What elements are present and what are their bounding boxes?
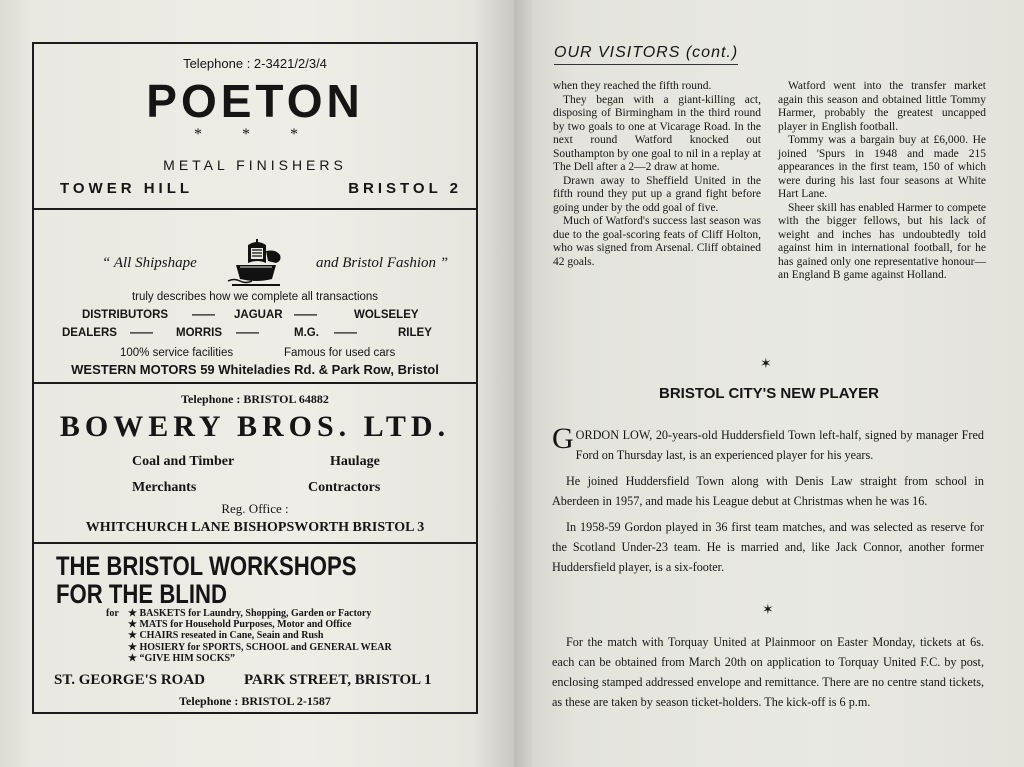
poeton-address xyxy=(34,180,476,200)
section-star: ✶ xyxy=(762,603,774,618)
wm-row2-dash3: —— xyxy=(334,327,357,339)
paragraph: For the match with Torquay United at Plainmoor on Easter Monday, tickets at 6s. each can be obtained from March 20th on application to Torquay United F.C. by post, enclosing stamped addressed envelope and remittance. There are no centre stand tickets, as these are taken by season ticket-holders. The kick-off is 6 p.m. xyxy=(552,635,984,709)
wm-used-cars: Famous for used cars xyxy=(284,347,396,359)
list-item: ★ HOSIERY for SPORTS, SCHOOL and GENERAL WEAR xyxy=(128,641,392,653)
poeton-address-right: BRISTOL 2 xyxy=(348,180,462,197)
western-motors-description: truly describes how we complete all transactions xyxy=(131,291,379,303)
wm-row2-dash2: —— xyxy=(236,327,259,339)
wm-row2-riley: RILEY xyxy=(398,327,432,339)
column-right xyxy=(778,80,986,283)
wm-service-facilities: 100% service facilities xyxy=(120,347,234,359)
western-motors-address: WESTERN MOTORS 59 Whiteladies Rd. & Park Row, Bristol xyxy=(71,362,439,377)
blind-for-label: for xyxy=(106,608,119,619)
wm-row1-distributors: DISTRIBUTORS xyxy=(82,309,169,321)
drop-cap: G xyxy=(552,422,574,455)
bowery-contractors: Contractors xyxy=(308,480,381,495)
list-item: ★ MATS for Household Purposes, Motor and Office xyxy=(128,619,352,631)
paragraph: when they reached the fifth round. xyxy=(553,80,712,92)
poeton-telephone: Telephone : 2-3421/2/3/4 xyxy=(183,56,327,71)
bowery-name: BOWERY BROS. LTD. xyxy=(59,410,451,443)
blind-title-line1: THE BRISTOL WORKSHOPS xyxy=(56,551,357,581)
section-star: ✶ xyxy=(760,357,772,372)
wm-row1-dash2: —— xyxy=(294,309,317,321)
paragraph: He joined Huddersfield Town along with Denis Law straight from school in Aberdeen in 1957, and made his League debut at Christmas when he was 16. xyxy=(552,474,984,508)
paragraph xyxy=(552,422,984,465)
poeton-stars: * * * xyxy=(194,126,316,143)
bowery-haulage: Haulage xyxy=(330,454,380,469)
paragraph: Watford went into the transfer market again this season and obtained little Tommy Harmer, probably the greatest uncapped player in English football. xyxy=(778,80,986,133)
article-body xyxy=(552,422,984,583)
wm-row1-wolseley: WOLSELEY xyxy=(354,309,419,321)
slogan-left: “ All Shipshape xyxy=(102,255,197,271)
blind-address-left: ST. GEORGE'S ROAD xyxy=(54,672,206,688)
wm-row1-jaguar: JAGUAR xyxy=(234,309,283,321)
right-page xyxy=(514,0,1024,767)
list-item: ★ “GIVE HIM SOCKS” xyxy=(128,652,236,664)
bowery-merchants: Merchants xyxy=(132,480,197,495)
wm-row2-dealers: DEALERS xyxy=(62,327,117,339)
ship-logo-icon xyxy=(226,237,286,289)
blind-products-list xyxy=(106,608,392,664)
poeton-address-left: TOWER HILL xyxy=(60,180,194,197)
paragraph: Sheer skill has enabled Harmer to compete with the bigger fellows, but his lack of weight and inches has undoubtedly told against him in international football, for he has gained only one representative honour—an England B game against Holland. xyxy=(778,201,986,281)
divider xyxy=(34,542,476,544)
bowery-telephone: Telephone : BRISTOL 64882 xyxy=(181,392,329,406)
divider xyxy=(34,382,476,384)
bowery-reg-office: Reg. Office : xyxy=(221,501,289,516)
bowery-address: WHITCHURCH LANE BISHOPSWORTH BRISTOL 3 xyxy=(85,520,425,535)
paragraph: Drawn away to Sheffield United in the fifth round they put up a grand fight before going under by the odd goal of five. xyxy=(553,174,761,214)
blind-telephone: Telephone : BRISTOL 2-1587 xyxy=(179,694,331,708)
article-heading: BRISTOL CITY'S NEW PLAYER xyxy=(659,385,879,402)
blind-address xyxy=(34,672,476,690)
bowery-coal-timber: Coal and Timber xyxy=(132,454,235,469)
slogan-right: and Bristol Fashion ” xyxy=(316,255,449,271)
wm-row2-mg: M.G. xyxy=(294,327,319,339)
column-left xyxy=(553,80,761,269)
wm-row2-dash1: —— xyxy=(130,327,153,339)
list-item: ★ BASKETS for Laundry, Shopping, Garden or Factory xyxy=(128,608,372,619)
paragraph: In 1958-59 Gordon played in 36 first team matches, and was selected as reserve for the Scotland Under-23 team. He is married and, like Jack Connor, another former Huddersfield player, is a six-footer. xyxy=(552,520,984,574)
ticket-notice xyxy=(552,632,984,718)
western-motors-slogan xyxy=(34,237,476,289)
paragraph: They began with a giant-killing act, disposing of Birmingham in the third round by two goals to one at Vicarage Road. In the next round Watford knocked out Southampton by one goal to nil in a replay at The Dell after a 2—2 draw at home. xyxy=(553,93,761,173)
paragraph: Tommy was a bargain buy at £6,000. He joined 'Spurs in 1948 and made 215 appearances in the first team, 150 of which were during his last four seasons at White Hart Lane. xyxy=(778,134,986,200)
paragraph-text: ORDON LOW, 20-years-old Huddersfield Town left-half, signed by manager Fred Ford on Thursday last, is an experienced player for his years. xyxy=(575,428,984,462)
blind-title-line2: FOR THE BLIND xyxy=(56,579,227,609)
blind-address-right: PARK STREET, BRISTOL 1 xyxy=(244,672,432,688)
page-header: OUR VISITORS (cont.) xyxy=(554,44,738,65)
wm-row2-morris: MORRIS xyxy=(176,327,222,339)
divider xyxy=(34,208,476,210)
list-item: ★ CHAIRS reseated in Cane, Seain and Rush xyxy=(128,630,324,642)
advertisements-panel xyxy=(32,42,478,714)
wm-row1-dash1: —— xyxy=(192,309,215,321)
poeton-name: POETON xyxy=(146,75,364,127)
paragraph: Much of Watford's success last season was due to the goal-scoring feats of Cliff Holton, who was signed from Arsenal. Cliff obtained 42 goals. xyxy=(553,215,761,268)
poeton-trade: METAL FINISHERS xyxy=(163,157,347,173)
blind-workshops-title xyxy=(56,552,357,608)
